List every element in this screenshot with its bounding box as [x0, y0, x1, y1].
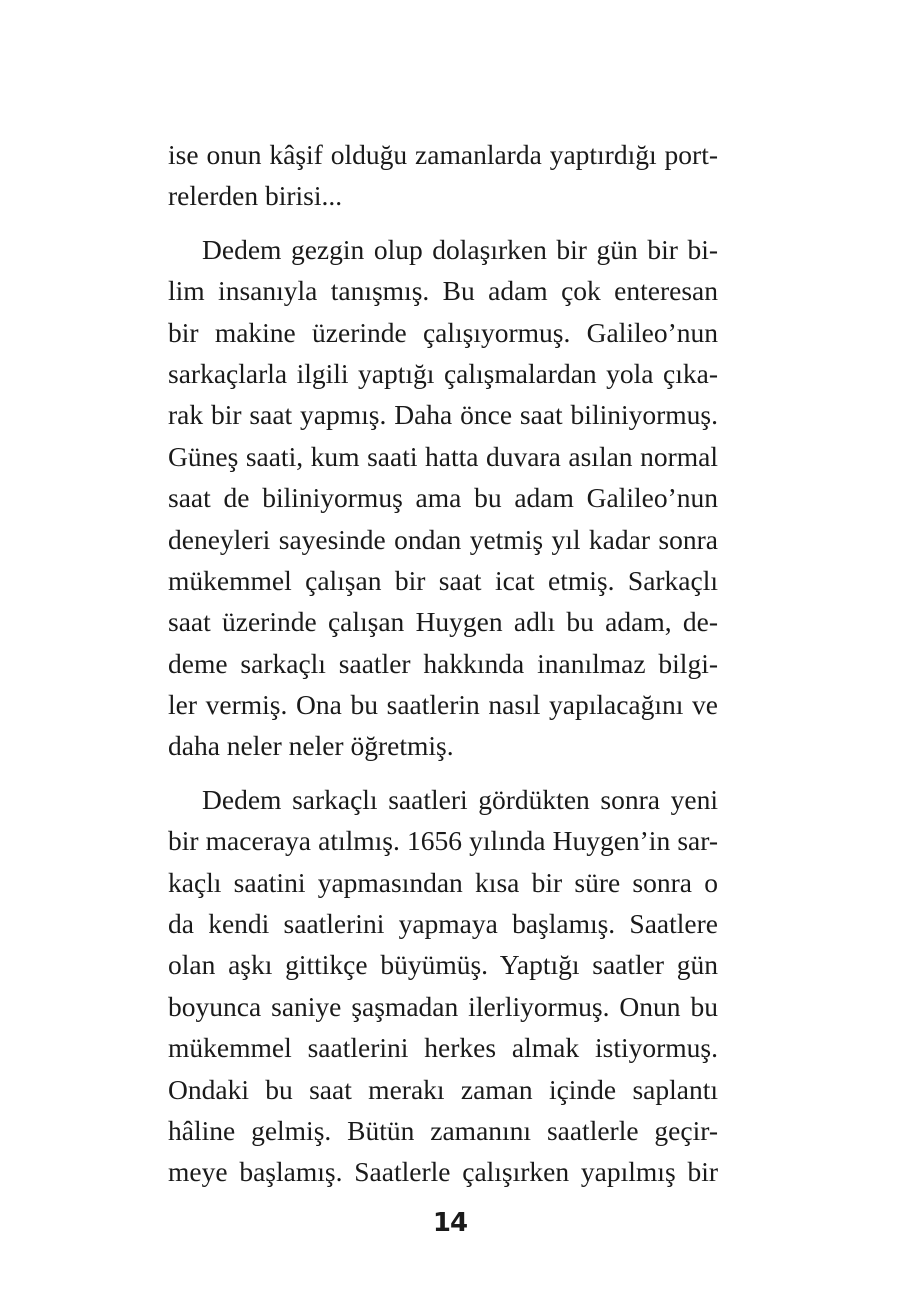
- text-line: boyunca saniye şaşmadan ilerliyormuş. Onun bu: [168, 990, 718, 1022]
- text-line: olan aşkı gittikçe büyümüş. Yaptığı saatler gün: [168, 949, 718, 981]
- text-line: bir makine üzerinde çalışıyormuş. Galileo’nun: [168, 316, 718, 348]
- page-number: 14: [432, 1208, 468, 1238]
- text-line: lim insanıyla tanışmış. Bu adam çok enteresan: [168, 275, 718, 307]
- text-line: Ondaki bu saat merakı zaman içinde saplantı: [168, 1073, 718, 1105]
- text-line: mükemmel saatlerini herkes almak istiyormuş.: [168, 1032, 718, 1064]
- text-line: bir maceraya atılmış. 1656 yılında Huygen’in sar-: [168, 825, 718, 857]
- text-line: deneyleri sayesinde ondan yetmiş yıl kadar sonra: [168, 523, 718, 555]
- body-text: [168, 134, 718, 1193]
- text-line: Dedem gezgin olup dolaşırken bir gün bir bi-: [202, 233, 718, 265]
- text-line: deme sarkaçlı saatler hakkında inanılmaz bilgi-: [168, 647, 718, 679]
- text-line: hâline gelmiş. Bütün zamanını saatlerle geçir-: [168, 1114, 718, 1146]
- text-line: saat de biliniyormuş ama bu adam Galileo’nun: [168, 482, 718, 514]
- text-line: Dedem sarkaçlı saatleri gördükten sonra yeni: [202, 783, 718, 815]
- text-line: meye başlamış. Saatlerle çalışırken yapılmış bir: [168, 1156, 718, 1188]
- text-line: ise onun kâşif olduğu zamanlarda yaptırdığı port-: [168, 139, 718, 170]
- text-line: sarkaçlarla ilgili yaptığı çalışmalardan yola çıka-: [168, 357, 718, 389]
- text-line: daha neler neler öğretmiş.: [168, 730, 454, 762]
- text-line: mükemmel çalışan bir saat icat etmiş. Sarkaçlı: [168, 564, 718, 596]
- text-line: Güneş saati, kum saati hatta duvara asılan normal: [168, 440, 718, 472]
- text-line: ler vermiş. Ona bu saatlerin nasıl yapılacağını ve: [168, 689, 718, 721]
- paragraph: [168, 229, 718, 767]
- text-line: relerden birisi...: [168, 180, 343, 212]
- text-line: saat üzerinde çalışan Huygen adlı bu adam, de-: [168, 606, 718, 638]
- text-line: kaçlı saatini yapmasından kısa bir süre sonra o: [168, 866, 718, 898]
- paragraph: [168, 779, 718, 1193]
- text-line: da kendi saatlerini yapmaya başlamış. Saatlere: [168, 908, 718, 940]
- text-line: rak bir saat yapmış. Daha önce saat biliniyormuş.: [168, 399, 718, 431]
- paragraph: [168, 134, 718, 217]
